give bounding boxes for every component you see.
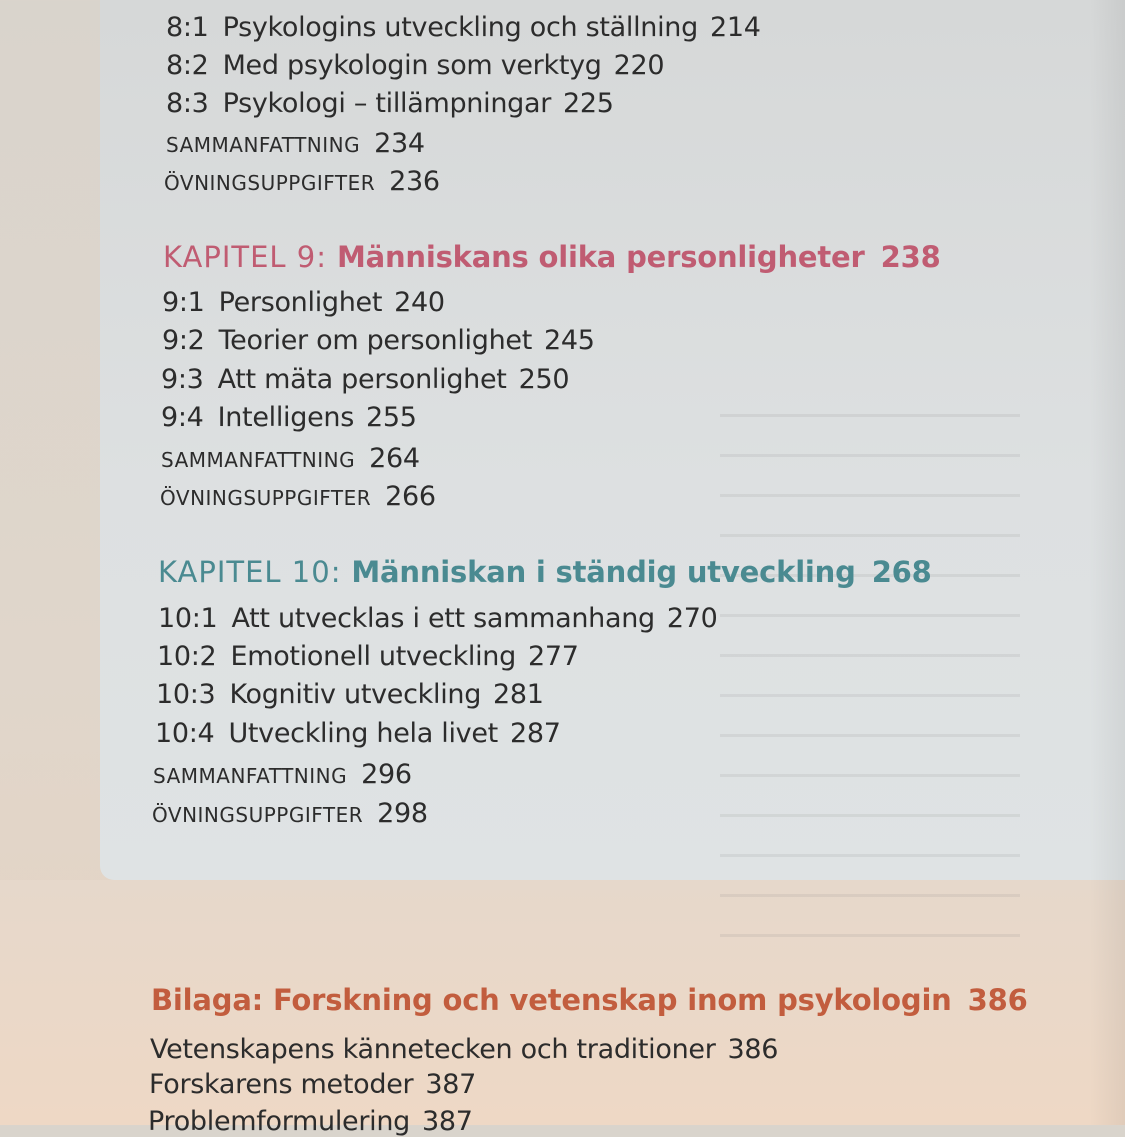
appendix-item-title: Vetenskapens kännetecken och traditioner: [150, 1034, 716, 1065]
section-number: 8:1: [166, 12, 209, 43]
chapter-9-heading: [163, 240, 941, 274]
toc-entry-10-4: [155, 718, 561, 749]
section-title: Att utvecklas i ett sammanhang: [231, 603, 655, 634]
appendix-title: Bilaga: Forskning och vetenskap inom psykologin: [151, 983, 952, 1017]
toc-appendix-entry-2: [149, 1069, 476, 1100]
section-title: Psykologins utveckling och ställning: [222, 12, 698, 43]
page-number: 270: [666, 603, 718, 634]
section-title: Personlighet: [218, 287, 383, 318]
section-number: 10:2: [157, 641, 217, 672]
toc-entry-9-3: [161, 364, 569, 395]
page-number: 386: [727, 1034, 779, 1065]
page-number: 245: [544, 325, 595, 356]
page-number: 281: [493, 679, 544, 710]
toc-entry-8-1: [166, 12, 761, 43]
page-number: 296: [361, 759, 412, 790]
toc-entry-9-4: [161, 402, 417, 433]
page-number: 387: [422, 1106, 473, 1137]
chapter-title: Människan i ständig utveckling: [351, 555, 856, 589]
section-number: 8:2: [166, 50, 209, 81]
section-title: Teorier om personlighet: [218, 325, 532, 356]
toc-entry-8-3: [166, 88, 614, 119]
section-number: 9:1: [162, 287, 205, 318]
page-number: 220: [613, 50, 665, 81]
section-number: 9:4: [161, 402, 204, 433]
appendix-item-title: Problemformulering: [148, 1106, 411, 1137]
toc-exercises-10: [152, 798, 428, 829]
section-number: 10:4: [155, 718, 215, 749]
page-number: 264: [369, 443, 420, 474]
summary-label: SAMMANFATTNING: [153, 764, 348, 788]
chapter-title: Människans olika personligheter: [336, 240, 865, 274]
page-edge-shadow: [1089, 0, 1125, 1125]
page-number: 298: [377, 798, 428, 829]
section-title: Psykologi – tillämpningar: [222, 88, 552, 119]
page-number: 387: [425, 1069, 476, 1100]
exercises-label: ÖVNINGSUPPGIFTER: [152, 803, 364, 827]
page-number: 255: [365, 402, 417, 433]
toc-entry-9-2: [162, 325, 595, 356]
toc-entry-8-2: [166, 50, 664, 81]
toc-summary-8: [166, 128, 425, 159]
section-title: Utveckling hela livet: [228, 718, 498, 749]
section-title: Att mäta personlighet: [217, 364, 507, 395]
toc-entry-10-3: [156, 679, 544, 710]
toc-summary-10: [153, 759, 412, 790]
toc-entry-10-1: [158, 603, 718, 634]
page-number: 238: [880, 240, 941, 274]
section-title: Intelligens: [217, 402, 354, 433]
toc-entry-9-1: [162, 287, 445, 318]
summary-label: SAMMANFATTNING: [161, 448, 356, 472]
toc-appendix-entry-1: [150, 1034, 778, 1065]
page-number: 386: [967, 983, 1028, 1017]
section-number: 9:3: [161, 364, 204, 395]
exercises-label: ÖVNINGSUPPGIFTER: [164, 171, 376, 195]
toc-appendix-entry-3: [148, 1106, 473, 1137]
page-number: 266: [385, 481, 436, 512]
page-number: 268: [871, 555, 932, 589]
chapter-label: KAPITEL 10:: [158, 555, 342, 589]
appendix-heading: [151, 983, 1028, 1017]
chapter-10-heading: [158, 555, 932, 589]
section-title: Kognitiv utveckling: [229, 679, 482, 710]
toc-summary-9: [161, 443, 420, 474]
appendix-item-title: Forskarens metoder: [149, 1069, 414, 1100]
page-number: 225: [563, 88, 614, 119]
section-title: Emotionell utveckling: [230, 641, 516, 672]
page-number: 250: [518, 364, 570, 395]
page-number: 214: [709, 12, 761, 43]
section-number: 10:3: [156, 679, 216, 710]
section-number: 8:3: [166, 88, 209, 119]
summary-label: SAMMANFATTNING: [166, 133, 361, 157]
toc-exercises-9: [160, 481, 436, 512]
toc-entry-10-2: [157, 641, 579, 672]
toc-exercises-8: [164, 166, 440, 197]
section-number: 10:1: [158, 603, 218, 634]
section-number: 9:2: [162, 325, 205, 356]
page-number: 236: [389, 166, 440, 197]
page-number: 234: [374, 128, 425, 159]
chapter-label: KAPITEL 9:: [163, 240, 328, 274]
section-title: Med psykologin som verktyg: [222, 50, 602, 81]
page-number: 240: [394, 287, 445, 318]
exercises-label: ÖVNINGSUPPGIFTER: [160, 486, 372, 510]
page-number: 287: [509, 718, 561, 749]
page-number: 277: [527, 641, 579, 672]
